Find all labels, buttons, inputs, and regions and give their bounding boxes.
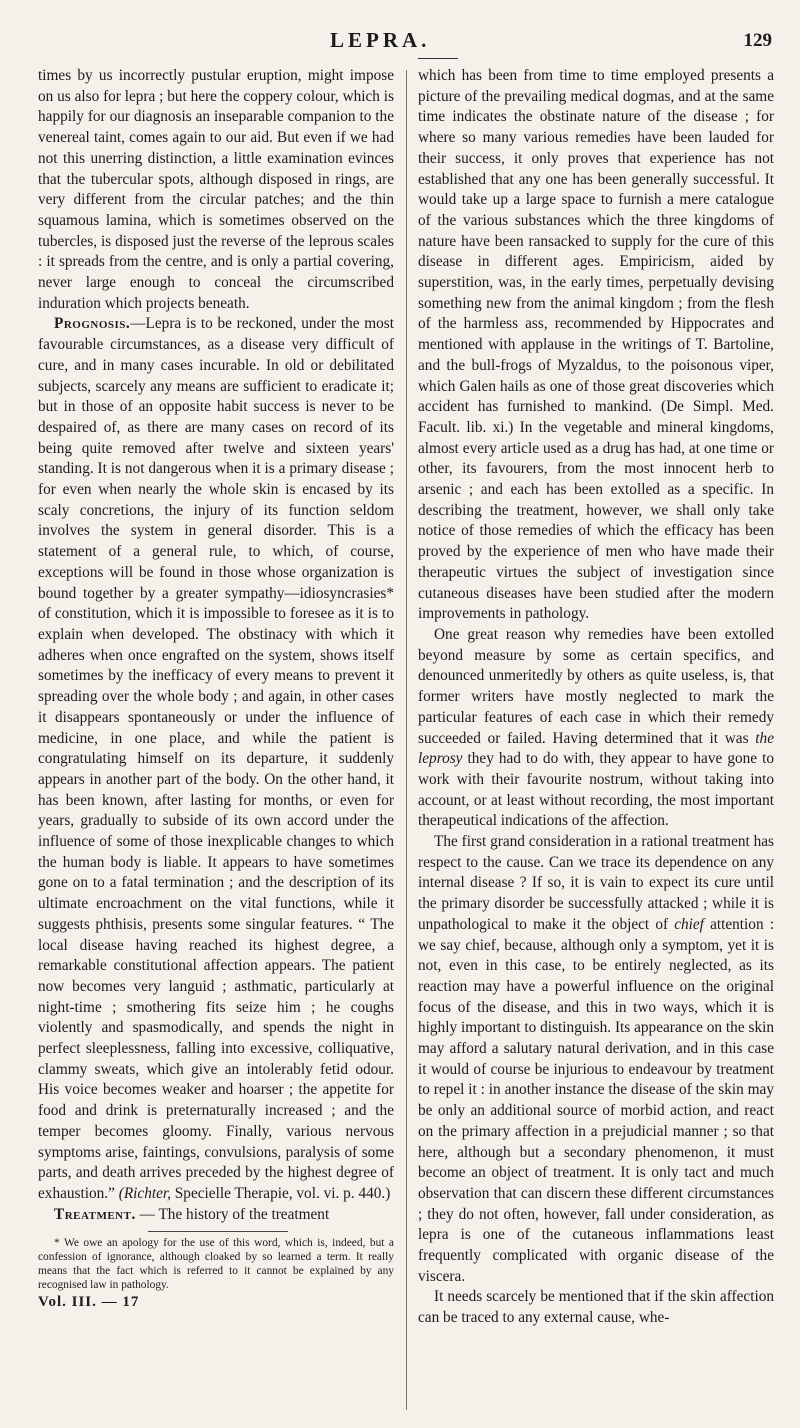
paragraph-treatment [38, 1205, 394, 1226]
paragraph-prognosis [38, 314, 394, 1204]
left-column [38, 66, 394, 1313]
paragraph-consideration-text-a: The first grand consideration in a rational treatment has respect to the cause. Can we trace its dependence on any internal disease ? If so, it is vain to expect its cure until the primary disorder be successfully attacked ; while it is unpathological to make it the object of [418, 833, 774, 933]
header-ornament-rule [418, 58, 458, 59]
section-heading-treatment: Treatment. [54, 1205, 136, 1223]
column-divider [406, 70, 407, 1410]
page-number: 129 [743, 30, 772, 51]
paragraph-continued: which has been from time to time employed presents a picture of the prevailing medical dogmas, and at the same time indicates the obstinate nature of the disease ; for where so many various remedies have been lauded for their success, it only proves that experience has not established that any one has been generally successful. It would take up a large space to furnish a mere catalogue of the various substances which the three kingdoms of nature have been ransacked to supply for the cure of this disease in different ages. Empiricism, aided by superstition, was, in the early times, perpetually devising something new from the animal kingdom ; from the flesh of the harmless ass, recommended by Hippocrates and mentioned with applause in the writings of T. Bartoline, and the bull-frogs of Myzaldus, to the poisonous viper, which Galen hails as one of those great discoveries which accident has furnished to mankind. (De Simpl. Med. Facult. lib. xi.) In the vegetable and mineral kingdoms, almost every article used as a drug has had, at one time or other, its favourers, from the most innocent herb to arsenic ; and each has been extolled as a specific. In describing the treatment, however, we shall only take notice of those remedies of which the efficacy has been proved by the experience of men who have made their therapeutic virtues the subject of investigation since cutaneous diseases have been studied after the modern improvements in pathology. [418, 67, 774, 623]
footnote: * We owe an apology for the use of this word, which is, indeed, but a confession of ignorance, although cloaked by so learned a term. It really means that the fact which is referred to it cannot be explained by any recognised law in pathology. [38, 1237, 394, 1292]
paragraph-remedies [418, 625, 774, 832]
paragraph-opening: times by us incorrectly pustular eruption, might impose on us also for lepra ; but here the coppery colour, which is happily for our diagnosis an inseparable companion to the venereal taint, comes again to our aid. But even if we had not this unerring distinction, a little examination evinces that the tubercular spots, although disposed in rings, are very different from the circular patches; and the thin squamous lamina, which is sometimes observed on the tubercles, is disposed just the reverse of the leprous scales : it spreads from the centre, and is only a partial covering, never large enough to conceal the circumscribed induration which projects beneath. [38, 67, 394, 312]
section-heading-prognosis: Prognosis. [54, 315, 131, 333]
paragraph-remedies-text-a: One great reason why remedies have been extolled beyond measure by some as certain specifics, and denounced unmeritedly by others as quite useless, is, that former writers have mostly neglected to mark the particular features of each case in which their remedy succeeded or failed. Having determined that it was [418, 625, 774, 747]
paragraph-external-cause: It needs scarcely be mentioned that if the skin affection can be traced to any external cause, whe- [418, 1288, 774, 1327]
paragraph-consideration-text-b: attention : we say chief, because, although only a symptom, yet it is not, even in this case, to be entirely neglected, as its reaction may have a powerful influence on the original focus of the disease, and this in two ways, which it is highly important to distinguish. Its appearance on the skin may afford a salutary natural derivation, and in this case it would of course be injurious to endeavour by treatment to repel it : in another instance the disease of the skin may be only an additional source of morbid action, and react on the primary affection in a prejudicial manner ; so that here, although but a secondary phenomenon, it must become an object of treatment. It is only tact and much observation that can discern these different circumstances ; they do not often, however, fall under consideration, as lepra is one of the cutaneous inflammations least frequently complicated with organic disease of the viscera. [418, 915, 774, 1285]
footnote-rule [148, 1231, 288, 1232]
citation-rest: Specielle Therapie, vol. vi. p. 440.) [170, 1184, 391, 1202]
citation-author: (Richter, [118, 1184, 171, 1202]
emphasis-chief: chief [674, 915, 704, 933]
right-column [418, 66, 774, 1329]
signature-mark: Vol. III. — 17 [38, 1294, 140, 1311]
paragraph-first-consideration [418, 832, 774, 1287]
emphasis-the-leprosy: the leprosy [418, 729, 774, 768]
prognosis-text: —Lepra is to be reckoned, under the most favourable circumstances, as a disease very difficult of cure, and in many cases incurable. In old or debilitated subjects, scarcely any means are sufficient to eradicate it; but in those of an opposite habit success is never to be despaired of, as there are many cases on record of its being quite removed after twelve and sixteen years' standing. It is not dangerous when it is a primary disease ; for even when nearly the whole skin is encased by its scaly concretions, the injury of its function seldom involves the system in general disorder. This is a statement of a general rule, to which, of course, exceptions will be found in those whose organization is bound together by a greater sympathy—idiosyncrasies* of constitution, which it is impossible to foresee as it is to explain when developed. The obstinacy with which it adheres when once engrafted on the system, shows itself sometimes by the inefficacy of every means to prevent it spreading over the whole body ; and again, in other cases it disappears spontaneously or under the influence of medicine, in one place, and while the patient is congratulating himself on its departure, it suddenly appears in another part of the body. On the other hand, it has been known, after lasting for months, or even for years, gradually to subside of its own accord under the influence of some of those inexplicable changes to which the human body is liable. It appears to have sometimes gone on to a fatal termination ; and the description of its ultimate encroachment on the vital functions, while it suggests phthisis, presents some singular features. “ The local disease having reached its highest degree, a remarkable constitutional affection appears. The patient now becomes very languid ; asthmatic, particularly at night-time ; smothering fits seize him ; he coughs violently and spasmodically, and spends the night in perfect sleeplessness, falling into excessive, colliquative, clammy sweats, which give an intolerably fetid odour. His voice becomes weaker and hoarser ; the appetite for food and drink is preternaturally increased ; and the temper becomes gloomy. Finally, various nervous symptoms arise, faintings, convulsions, paralysis of some parts, and death arrives preceded by the highest degree of exhaustion.” [38, 315, 394, 1202]
running-title: LEPRA. [330, 28, 431, 52]
treatment-text: — The history of the treatment [135, 1205, 330, 1223]
paragraph-remedies-text-b: they had to do with, they appear to have gone to work with their favourite nostrum, without taking into account, or at least without recording, the most important therapeutical indications of the affection. [418, 750, 774, 830]
